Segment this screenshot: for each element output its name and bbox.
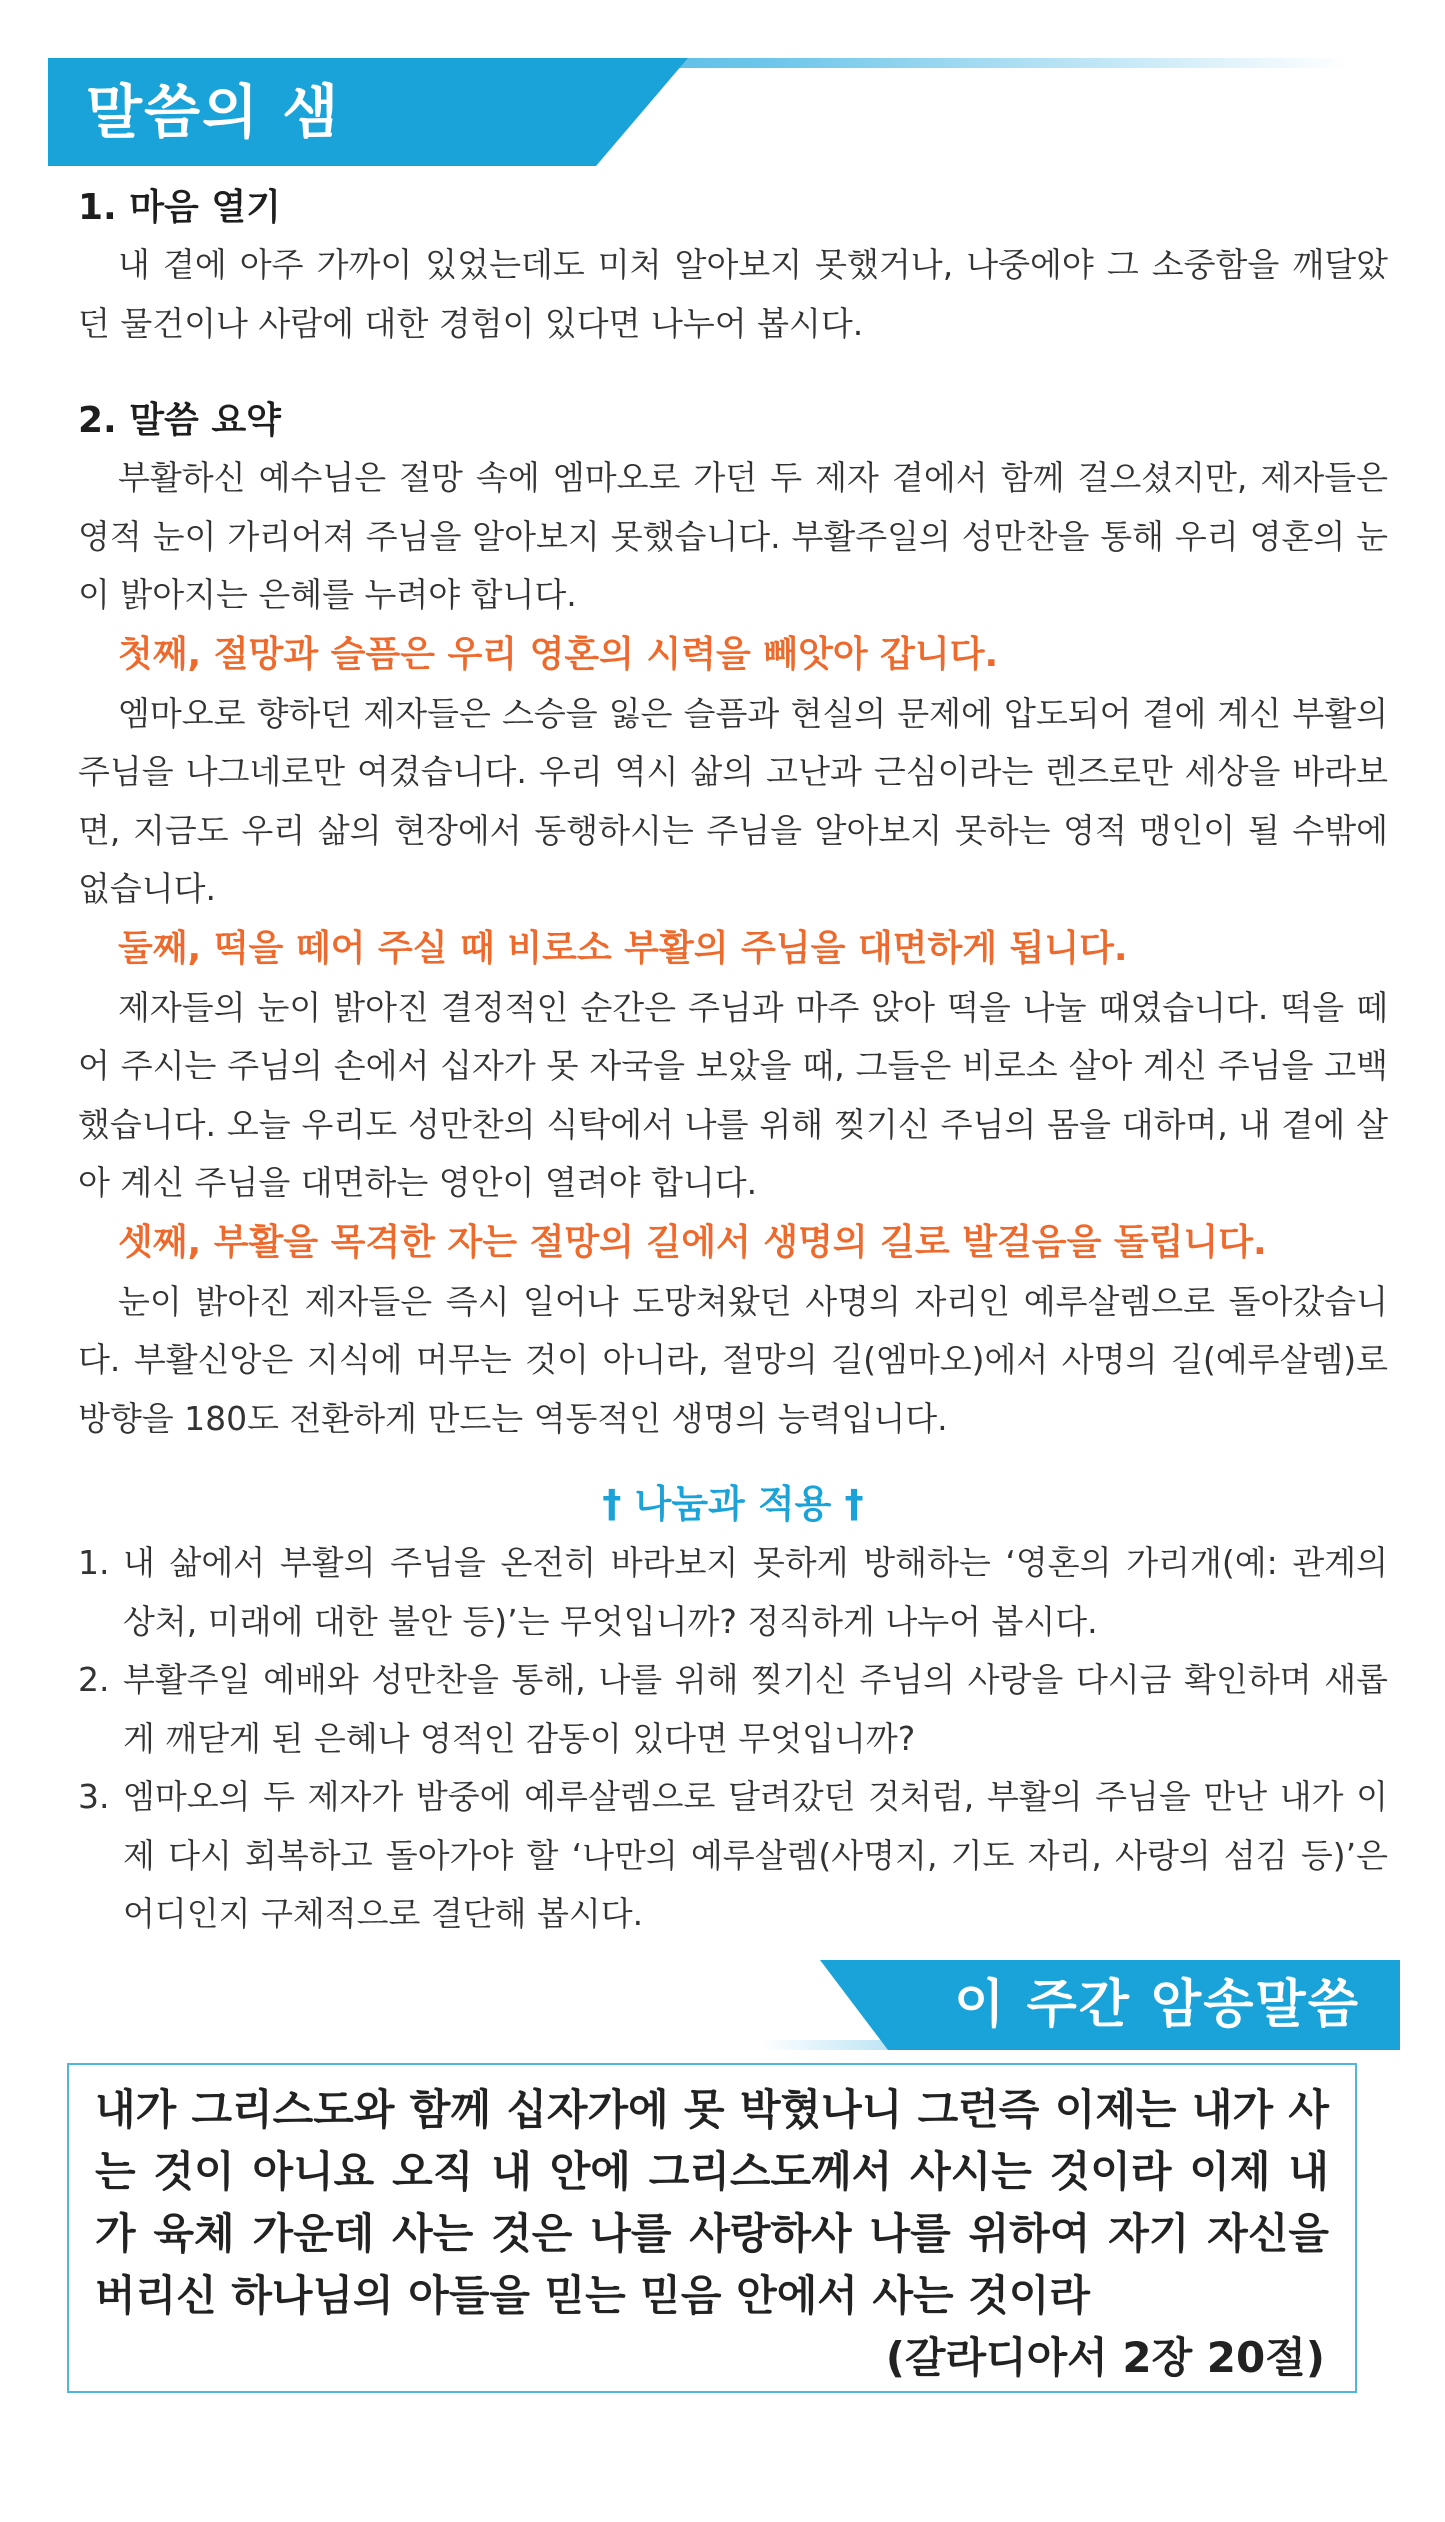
memory-verse-box <box>67 2063 1357 2393</box>
point-heading-3: 셋째, 부활을 목격한 자는 절망의 길에서 생명의 길로 발걸음을 돌립니다. <box>118 1221 1267 1263</box>
section-heading-summary: 2. 말씀 요약 <box>78 400 281 441</box>
point-heading-1: 첫째, 절망과 슬픔은 우리 영혼의 시력을 빼앗아 갑니다. <box>118 633 999 675</box>
main-content <box>78 180 1388 1944</box>
point-body-1: 엠마오로 향하던 제자들은 스승을 잃은 슬픔과 현실의 문제에 압도되어 곁에 계신 부활의 주님을 나그네로만 여겼습니다. 우리 역시 삶의 고난과 근심이라는 렌즈로만 세상을 바라보면, 지금도 우리 삶의 현장에서 동행하시는 주님을 알아보지 못하는 영적 맹인이 될 수밖에 없습니다. <box>78 693 1388 908</box>
list-item-text: 내 삶에서 부활의 주님을 온전히 바라보지 못하게 방해하는 ‘영혼의 가리개(예: 관계의 상처, 미래에 대한 불안 등)’는 무엇입니까? 정직하게 나누어 봅시다. <box>123 1543 1388 1641</box>
list-item-number: 3. <box>78 1777 110 1816</box>
memory-title: 이 주간 암송말씀 <box>954 1975 1360 2035</box>
list-item-text: 부활주일 예배와 성만찬을 통해, 나를 위해 찢기신 주님의 사랑을 다시금 확인하며 새롭게 깨닫게 된 은혜나 영적인 감동이 있다면 무엇입니까? <box>123 1660 1388 1758</box>
list-item-number: 1. <box>78 1543 110 1582</box>
list-item-number: 2. <box>78 1660 110 1699</box>
sharing-title: † 나눔과 적용 † <box>602 1482 864 1526</box>
memory-verse: 내가 그리스도와 함께 십자가에 못 박혔나니 그런즉 이제는 내가 사는 것이 아니요 오직 내 안에 그리스도께서 사시는 것이라 이제 내가 육체 가운데 사는 것은 나를 사랑하사 나를 위하여 자기 자신을 버리신 하나님의 아들을 믿는 믿음 안에서 사는 것이라 <box>95 2085 1329 2320</box>
page-title: 말씀의 샘 <box>86 78 341 146</box>
memory-banner <box>760 1960 1400 2050</box>
summary-intro: 부활하신 예수님은 절망 속에 엠마오로 가던 두 제자 곁에서 함께 걸으셨지만, 제자들은 영적 눈이 가리어져 주님을 알아보지 못했습니다. 부활주일의 성만찬을 통해 우리 영혼의 눈이 밝아지는 은혜를 누려야 합니다. <box>78 458 1388 614</box>
point-heading-2: 둘째, 떡을 떼어 주실 때 비로소 부활의 주님을 대면하게 됩니다. <box>118 927 1128 969</box>
list-item <box>78 1534 1388 1651</box>
point-body-3: 눈이 밝아진 제자들은 즉시 일어나 도망쳐왔던 사명의 자리인 예루살렘으로 돌아갔습니다. 부활신앙은 지식에 머무는 것이 아니라, 절망의 길(엠마오)에서 사명의 길(예루살렘)로 방향을 180도 전환하게 만드는 역동적인 생명의 능력입니다. <box>78 1281 1388 1438</box>
verse-reference: (갈라디아서 2장 20절) <box>885 2333 1325 2382</box>
list-item-text: 엠마오의 두 제자가 밤중에 예루살렘으로 달려갔던 것처럼, 부활의 주님을 만난 내가 이제 다시 회복하고 돌아가야 할 ‘나만의 예루살렘(사명지, 기도 자리, 사랑의 섬김 등)’은 어디인지 구체적으로 결단해 봅시다. <box>123 1777 1388 1933</box>
sharing-list <box>78 1534 1388 1944</box>
section-heading-open: 1. 마음 열기 <box>78 187 281 228</box>
list-item <box>78 1651 1388 1768</box>
point-body-2: 제자들의 눈이 밝아진 결정적인 순간은 주님과 마주 앉아 떡을 나눌 때였습니다. 떡을 떼어 주시는 주님의 손에서 십자가 못 자국을 보았을 때, 그들은 비로소 살아 계신 주님을 고백했습니다. 오늘 우리도 성만찬의 식탁에서 나를 위해 찢기신 주님의 몸을 대하며, 내 곁에 살아 계신 주님을 대면하는 영안이 열려야 합니다. <box>78 987 1388 1202</box>
list-item <box>78 1768 1388 1944</box>
section-banner <box>48 58 1348 166</box>
open-paragraph: 내 곁에 아주 가까이 있었는데도 미처 알아보지 못했거나, 나중에야 그 소중함을 깨달았던 물건이나 사람에 대한 경험이 있다면 나누어 봅시다. <box>78 245 1388 343</box>
